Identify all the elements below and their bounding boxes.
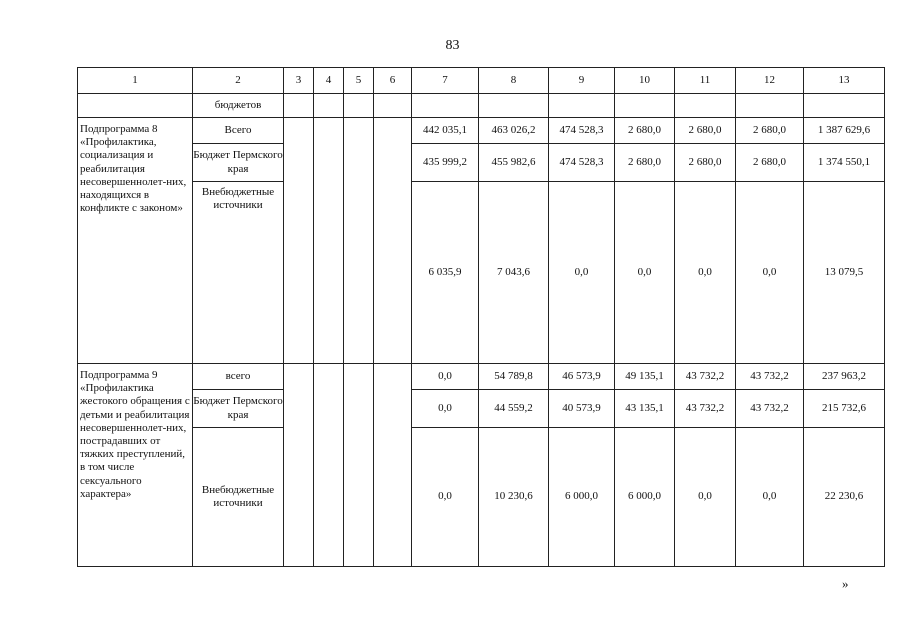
value-cell: 0,0 xyxy=(412,390,479,428)
value-cell: 455 982,6 xyxy=(479,144,549,182)
column-header: 4 xyxy=(314,68,344,94)
column-header: 12 xyxy=(736,68,804,94)
column-header: 9 xyxy=(549,68,615,94)
value-cell: 6 000,0 xyxy=(549,428,615,567)
value-cell: 43 732,2 xyxy=(736,364,804,390)
value-cell: 0,0 xyxy=(549,182,615,364)
value-cell: 10 230,6 xyxy=(479,428,549,567)
value-cell: 0,0 xyxy=(615,182,675,364)
column-header-row xyxy=(78,68,885,94)
value-cell: 49 135,1 xyxy=(615,364,675,390)
value-cell: 7 043,6 xyxy=(479,182,549,364)
value-cell: 2 680,0 xyxy=(615,118,675,144)
empty-cell xyxy=(78,94,193,118)
source-cell: бюджетов xyxy=(193,94,284,118)
column-header: 6 xyxy=(374,68,412,94)
value-cell: 2 680,0 xyxy=(615,144,675,182)
value-cell: 43 732,2 xyxy=(675,390,736,428)
value-cell: 0,0 xyxy=(675,182,736,364)
table-row xyxy=(78,390,885,428)
column-header: 13 xyxy=(804,68,885,94)
table-row xyxy=(78,364,885,390)
source-cell: Бюджет Пермского края xyxy=(193,144,284,182)
value-cell: 463 026,2 xyxy=(479,118,549,144)
closing-quote-mark: » xyxy=(842,576,849,591)
column-header: 1 xyxy=(78,68,193,94)
value-cell: 2 680,0 xyxy=(736,118,804,144)
value-cell: 46 573,9 xyxy=(549,364,615,390)
table-row xyxy=(78,182,885,364)
value-cell: 1 374 550,1 xyxy=(804,144,885,182)
subprogram-9-title: Подпрограмма 9 «Профилактика жестокого обращения с детьми и реабилитация несовершеннолет-них, пострадавших от тяжких преступлений, в том числе сексуального характера» xyxy=(78,364,193,567)
continued-row xyxy=(78,94,885,118)
value-cell: 2 680,0 xyxy=(675,118,736,144)
value-cell: 1 387 629,6 xyxy=(804,118,885,144)
source-cell: Бюджет Пермского края xyxy=(193,390,284,428)
value-cell: 40 573,9 xyxy=(549,390,615,428)
value-cell: 6 000,0 xyxy=(615,428,675,567)
value-cell: 435 999,2 xyxy=(412,144,479,182)
value-cell: 2 680,0 xyxy=(675,144,736,182)
value-cell: 22 230,6 xyxy=(804,428,885,567)
budget-table xyxy=(77,67,885,567)
value-cell: 237 963,2 xyxy=(804,364,885,390)
value-cell: 2 680,0 xyxy=(736,144,804,182)
value-cell: 474 528,3 xyxy=(549,144,615,182)
value-cell: 0,0 xyxy=(412,364,479,390)
column-header: 8 xyxy=(479,68,549,94)
column-header: 2 xyxy=(193,68,284,94)
page-number: 83 xyxy=(445,38,460,53)
value-cell: 44 559,2 xyxy=(479,390,549,428)
source-cell: всего xyxy=(193,364,284,390)
column-header: 10 xyxy=(615,68,675,94)
value-cell: 54 789,8 xyxy=(479,364,549,390)
value-cell: 43 732,2 xyxy=(675,364,736,390)
column-header: 5 xyxy=(344,68,374,94)
column-header: 11 xyxy=(675,68,736,94)
table-row xyxy=(78,118,885,144)
value-cell: 0,0 xyxy=(675,428,736,567)
column-header: 7 xyxy=(412,68,479,94)
value-cell: 442 035,1 xyxy=(412,118,479,144)
value-cell: 0,0 xyxy=(736,182,804,364)
source-cell: Внебюджетные источники xyxy=(193,182,284,364)
subprogram-8-title: Подпрограмма 8 «Профилактика, социализация и реабилитация несовершеннолет-них, находящихся в конфликте с законом» xyxy=(78,118,193,364)
value-cell: 474 528,3 xyxy=(549,118,615,144)
value-cell: 13 079,5 xyxy=(804,182,885,364)
value-cell: 215 732,6 xyxy=(804,390,885,428)
source-cell: Всего xyxy=(193,118,284,144)
value-cell: 6 035,9 xyxy=(412,182,479,364)
table-row xyxy=(78,428,885,567)
value-cell: 0,0 xyxy=(736,428,804,567)
column-header: 3 xyxy=(284,68,314,94)
value-cell: 0,0 xyxy=(412,428,479,567)
source-cell: Внебюджетные источники xyxy=(193,428,284,567)
value-cell: 43 135,1 xyxy=(615,390,675,428)
table-row xyxy=(78,144,885,182)
value-cell: 43 732,2 xyxy=(736,390,804,428)
